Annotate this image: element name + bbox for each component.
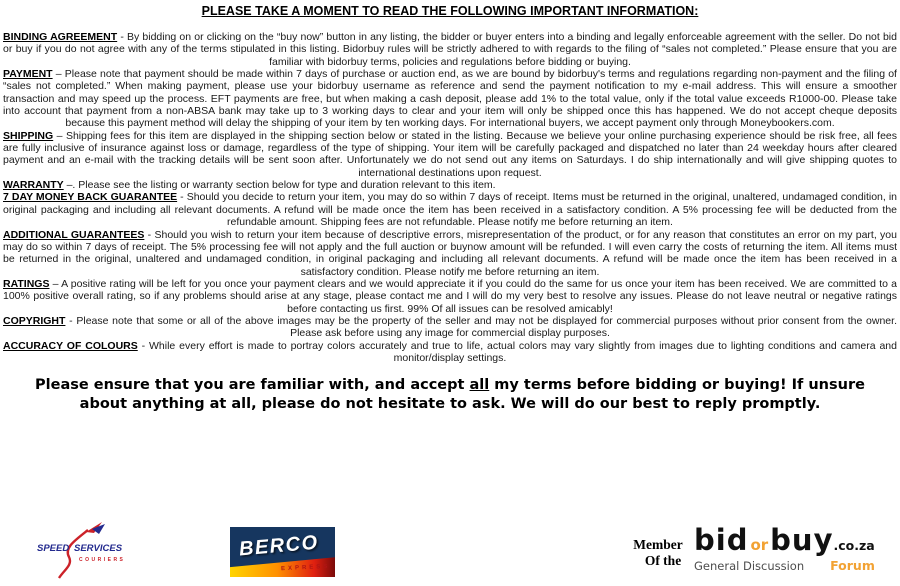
swoosh-icon — [59, 530, 88, 578]
section-separator: – — [49, 277, 62, 290]
general-discussion-label: General Discussion — [694, 559, 805, 573]
section-heading: SHIPPING — [3, 129, 54, 142]
member-line1: Member — [633, 537, 683, 552]
terms-body — [3, 31, 897, 364]
section-separator: – — [53, 129, 66, 142]
section-heading: PAYMENT — [3, 68, 53, 81]
section-heading: RATINGS — [3, 277, 50, 290]
section-text: Please see the listing or warranty section below for type and duration relevant to this item. — [78, 179, 496, 192]
section-shipping — [3, 130, 897, 179]
section-separator: – — [52, 68, 65, 81]
section-heading: COPYRIGHT — [3, 314, 66, 327]
section-ratings — [3, 278, 897, 315]
couriers-word: COURIERS — [79, 557, 126, 563]
logo-strip — [0, 511, 900, 586]
section-money-back-guarantee — [3, 191, 897, 228]
section-text: While every effort is made to portray colors accurately and true to life, actual colors may vary slightly from images due to lighting conditions and camera and monitor/display settings. — [149, 339, 897, 364]
bidorbuy-forum-logo — [694, 523, 890, 574]
section-text: Should you wish to return your item because of descriptive errors, misrepresentation of the product, or for any reason that constitutes an error on my part, you may do so within 7 days of receipt. The 5% processing fee will not apply and the full auction or buynow amount will be refunded. I will even carry the costs of returning the item. All items must be returned in the original, unaltered and undamaged condition, in original packaging and including all relevant documents. A refund will be made once the item has been received in a satisfactory condition. Please notify me before returning an item. — [3, 228, 897, 278]
section-text: Please note that some or all of the above images may be the property of the seller and may not be displayed for commercial purposes without prior consent from the owner. Please ask before using any image for commercial display purposes. — [76, 314, 897, 340]
member-line2: Of the — [644, 552, 682, 568]
berco-express-word: EXPRESS — [280, 563, 331, 573]
bidorbuy-subtitle — [694, 555, 890, 574]
section-heading: WARRANTY — [3, 179, 64, 192]
closing-message — [27, 376, 873, 413]
speed-services-couriers-logo — [36, 515, 128, 583]
section-text: Please note that payment should be made within 7 days of purchase or auction end, as we are bound by bidorbuy's terms and regulations regarding non-payment and the filing of “sales not completed.” When making payment, please use your bidorbuy username as reference and send the payment notification to my e-mail address. This will ensure a smoother transaction and may speed up the process. EFT payments are free, but when making a cash deposit, please add 1% to the total value, only if the total value exceeds R1000-00. Please take into account that payment from a non-ABSA bank may take up to 3 working days to clear and your item will only be shipped once this has happened. We do not accept cheque deposits because this payment method will delay the shipping of your item by ten working days. For international buyers, we accept payment only through Moneybookers.com. — [3, 68, 897, 130]
section-text: A positive rating will be left for you once your payment clears and we would appreciate it if you could do the same for us once your item has been received. We are committed to a 100% positive overall rating, so if any problems should arise at any stage, please contact me and I will do my very best to resolve any issues. Please do not leave neutral or negative ratings before contacting us first. 99% Of all issues can be resolved amicably! — [3, 277, 897, 315]
section-additional-guarantees — [3, 229, 897, 278]
services-word: SERVICES — [74, 543, 123, 554]
or-word: or — [750, 536, 769, 554]
section-separator: - — [144, 228, 155, 241]
buy-word: buy — [770, 523, 834, 557]
section-text: Shipping fees for this item are displayed in the shipping section below or stated in the listing. Because we believe your online purchasing experience should be risk free, all fees are fully inclusive of insurance against loss or damage, regardless of the type of shipping. Your item will be carefully packaged and dispatched no later than 24 weekday hours after cleared payment and an e-mail with the tracking details will be sent soon after. Unfortunately we do not send out any items on Saturdays. I do ship internationally and will give shipping quotes to international destinations upon request. — [3, 129, 897, 179]
section-separator: - — [117, 31, 127, 43]
speed-word: SPEED — [37, 543, 70, 554]
section-heading: 7 DAY MONEY BACK GUARANTEE — [3, 191, 178, 204]
berco-name: BERCO — [238, 531, 320, 561]
section-heading: ADDITIONAL GUARANTEES — [3, 228, 145, 241]
closing-message-text: my terms before bidding or buying! If unsure about anything at all, please do not hesitate to ask. We will do our best to reply promptly. — [79, 377, 865, 412]
member-of-the-label — [625, 537, 691, 568]
section-accuracy-of-colours — [3, 340, 897, 365]
closing-message-text: Please ensure that you are familiar with, and accept — [35, 377, 470, 394]
page-title: PLEASE TAKE A MOMENT TO READ THE FOLLOWING IMPORTANT INFORMATION: — [201, 4, 699, 18]
berco-express-logo — [230, 527, 335, 577]
forum-label: Forum — [830, 558, 875, 573]
section-warranty — [3, 179, 897, 191]
section-heading: ACCURACY OF COLOURS — [3, 339, 138, 352]
bidorbuy-wordmark — [694, 523, 890, 557]
section-heading: BINDING AGREEMENT — [3, 31, 118, 43]
section-binding-agreement — [3, 31, 897, 68]
section-text: By bidding on or clicking on the “buy now” button in any listing, the bidder or buyer enters into a binding and legally enforceable agreement with the seller. Do not bid or buy if you do not agree with any of the terms stipulated in this listing. Bidorbuy rules will be strictly adhered to with regards to the filing of “sales not completed.” Please ensure that you are familiar with bidorbuy terms, policies and regulations before bidding or buying. — [3, 31, 897, 68]
section-copyright — [3, 315, 897, 340]
bid-word: bid — [694, 523, 749, 557]
section-text: Should you decide to return your item, you may do so within 7 days of receipt. Items must be returned in the original, unaltered, undamaged condition, in original packaging and including all relevant documents. A refund will be made once the item has been received in a satisfactory condition. A 5% processing fee will be deducted from the refundable amount. Shipping fees are not refundable. Please notify me before returning an item. — [3, 191, 897, 229]
section-separator: - — [65, 314, 77, 327]
section-separator: - — [177, 191, 187, 204]
section-payment — [3, 68, 897, 130]
closing-message-underlined-word: all — [469, 377, 490, 394]
section-separator: –. — [63, 179, 79, 192]
section-separator: - — [137, 339, 150, 352]
coza-suffix: .co.za — [833, 538, 875, 553]
